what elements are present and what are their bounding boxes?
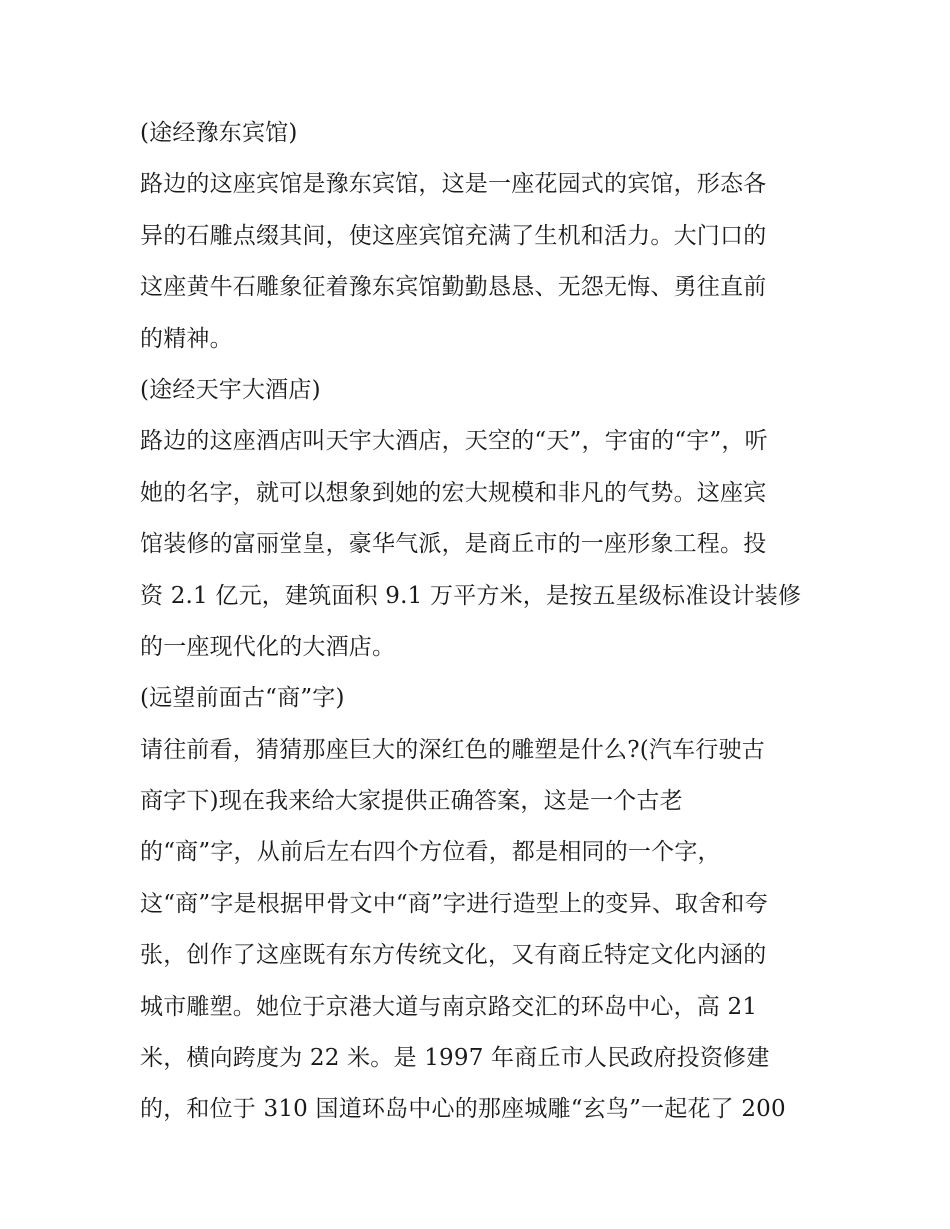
paragraph-line: 的一座现代化的大酒店。 [140,633,396,660]
section-heading-yudong-hotel: (途经豫东宾馆) [140,120,298,146]
paragraph-line: 她的名字，就可以想象到她的宏大规模和非凡的气势。这座宾 [140,479,767,506]
paragraph-line: 馆装修的富丽堂皇，豪华气派，是商丘市的一座形象工程。投 [140,531,767,558]
paragraph-line: 的，和位于 310 国道环岛中心的那座城雕“玄鸟”一起花了 200 [140,1096,786,1123]
paragraph-line: 异的石雕点缀其间，使这座宾馆充满了生机和活力。大门口的 [140,222,767,249]
paragraph-line: 张，创作了这座既有东方传统文化，又有商丘特定文化内涵的 [140,942,767,969]
paragraph-line: 这座黄牛石雕象征着豫东宾馆勤勤恳恳、无怨无悔、勇往直前 [140,274,767,301]
paragraph-line: 商字下)现在我来给大家提供正确答案，这是一个古老 [140,788,683,815]
paragraph-line: 的“商”字，从前后左右四个方位看，都是相同的一个字， [140,839,721,866]
paragraph-line: 的精神。 [140,325,233,352]
document-body [140,108,820,1136]
paragraph-line: 路边的这座宾馆是豫东宾馆，这是一座花园式的宾馆，形态各 [140,171,767,198]
section-heading-shang-character: (远望前面古“商”字) [140,685,345,712]
paragraph-line: 城市雕塑。她位于京港大道与南京路交汇的环岛中心，高 21 [140,993,758,1020]
paragraph-line: 资 2.1 亿元，建筑面积 9.1 万平方米，是按五星级标准设计装修 [140,582,802,609]
paragraph-line: 米，横向跨度为 22 米。是 1997 年商丘市人民政府投资修建 [140,1045,770,1072]
paragraph-line: 请往前看，猜猜那座巨大的深红色的雕塑是什么?(汽车行驶古 [140,736,765,763]
paragraph-line: 路边的这座酒店叫天宇大酒店，天空的“天”，宇宙的“宇”，听 [140,428,768,455]
section-heading-tianyu-hotel: (途经天宇大酒店) [140,376,321,403]
paragraph-line: 这“商”字是根据甲骨文中“商”字进行造型上的变异、取舍和夸 [140,890,768,917]
